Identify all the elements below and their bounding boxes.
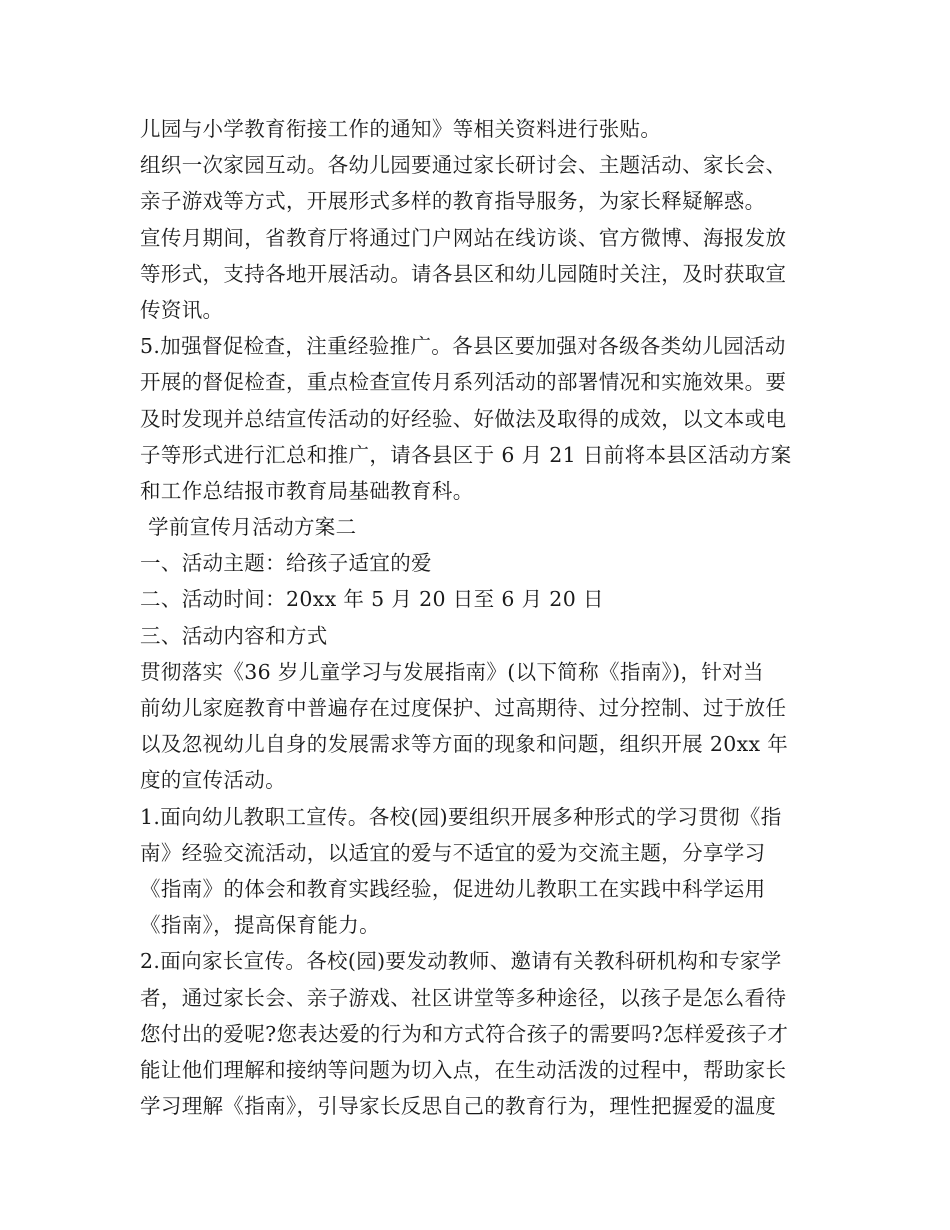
- body-line: 《指南》，提高保育能力。: [140, 913, 380, 938]
- body-line: 一、活动主题：给孩子适宜的爱: [140, 551, 432, 576]
- body-line: 度的宣传活动。: [140, 768, 286, 793]
- body-line: 2.面向家长宣传。各校(园)要发动教师、邀请有关教科研机构和专家学: [140, 949, 782, 974]
- body-line: 1.面向幼儿教职工宣传。各校(园)要组织开展多种形式的学习贯彻《指: [140, 804, 782, 829]
- section-heading: 学前宣传月活动方案二: [148, 515, 357, 540]
- body-line: 以及忽视幼儿自身的发展需求等方面的现象和问题，组织开展 20xx 年: [140, 732, 789, 757]
- document-body: [140, 111, 816, 1124]
- body-line: 子等形式进行汇总和推广，请各县区于 6 月 21 日前将本县区活动方案: [140, 442, 792, 467]
- body-line: 贯彻落实《36 岁儿童学习与发展指南》(以下简称《指南》)，针对当: [140, 659, 764, 684]
- body-line: 二、活动时间：20xx 年 5 月 20 日至 6 月 20 日: [140, 587, 604, 612]
- body-line: 者，通过家长会、亲子游戏、社区讲堂等多种途径，以孩子是怎么看待: [140, 985, 787, 1010]
- body-line: 和工作总结报市教育局基础教育科。: [140, 478, 474, 503]
- body-line: 等形式，支持各地开展活动。请各县区和幼儿园随时关注，及时获取宣: [140, 261, 787, 286]
- body-line: 南》经验交流活动，以适宜的爱与不适宜的爱为交流主题，分享学习: [140, 840, 766, 865]
- body-line: 您付出的爱呢?您表达爱的行为和方式符合孩子的需要吗?怎样爱孩子才: [140, 1021, 789, 1046]
- body-line: 及时发现并总结宣传活动的好经验、好做法及取得的成效，以文本或电: [140, 406, 787, 431]
- body-line: 《指南》的体会和教育实践经验，促进幼儿教职工在实践中科学运用: [140, 876, 766, 901]
- body-line: 儿园与小学教育衔接工作的通知》等相关资料进行张贴。: [140, 117, 662, 141]
- body-line: 开展的督促检查，重点检查宣传月系列活动的部署情况和实施效果。要: [140, 370, 787, 395]
- body-line: 三、活动内容和方式: [140, 623, 328, 648]
- body-line: 前幼儿家庭教育中普遍存在过度保护、过高期待、过分控制、过于放任: [140, 696, 787, 720]
- body-line: 组织一次家园互动。各幼儿园要通过家长研讨会、主题活动、家长会、: [140, 153, 787, 178]
- body-line: 5.加强督促检查，注重经验推广。各县区要加强对各级各类幼儿园活动: [140, 334, 786, 359]
- body-line: 能让他们理解和接纳等问题为切入点，在生动活泼的过程中，帮助家长: [140, 1057, 787, 1082]
- body-line: 宣传月期间，省教育厅将通过门户网站在线访谈、官方微博、海报发放: [140, 225, 787, 250]
- body-line: 传资讯。: [140, 297, 224, 322]
- body-line: 亲子游戏等方式，开展形式多样的教育指导服务，为家长释疑解惑。: [140, 189, 766, 214]
- body-line: 学习理解《指南》，引导家长反思自己的教育行为，理性把握爱的温度: [140, 1094, 777, 1119]
